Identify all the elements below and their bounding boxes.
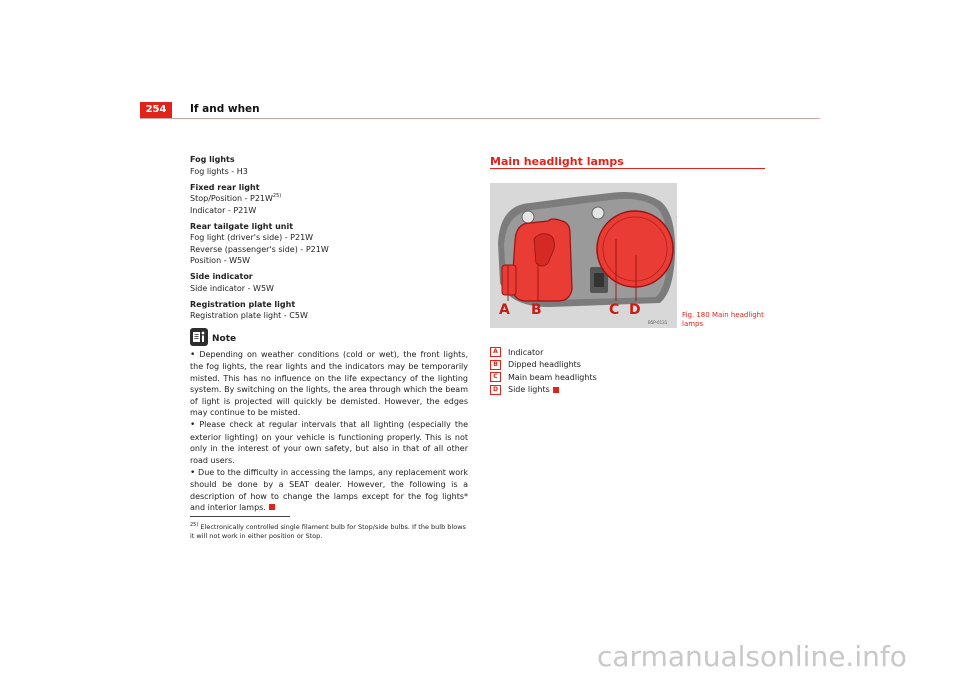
legend	[490, 346, 597, 396]
section-line: Reverse (passenger's side) - P21W	[190, 244, 329, 254]
footnote	[190, 521, 470, 541]
note-title: Note	[212, 334, 237, 344]
page-number: 254	[140, 102, 172, 118]
end-of-section-marker	[553, 387, 559, 393]
section-heading: Fixed rear light	[190, 182, 260, 192]
footnote-number: 25)	[190, 522, 199, 528]
figure-code: B5P-0131	[648, 320, 668, 325]
section-heading: Rear tailgate light unit	[190, 221, 294, 231]
note-bullet	[190, 349, 468, 419]
note-bullet	[190, 467, 468, 514]
legend-label: Main beam headlights	[508, 372, 597, 382]
section-title: Main headlight lamps	[490, 155, 624, 168]
section-heading: Fog lights	[190, 155, 235, 164]
legend-row	[490, 384, 597, 397]
end-of-section-marker	[269, 504, 275, 510]
footnote-text: Electronically controlled single filament bulb for Stop/side bulbs. If the bulb blows it will not work in either position or Stop.	[190, 523, 466, 540]
section-heading: Registration plate light	[190, 299, 296, 309]
headlight-illustration	[490, 183, 677, 328]
section-line: Registration plate light - C5W	[190, 311, 308, 320]
watermark: carmanualsonline.info	[597, 640, 907, 673]
section-line: Indicator - P21W	[190, 205, 257, 215]
section-line: Fog lights - H3	[190, 166, 248, 176]
callout-b: B	[531, 302, 542, 318]
legend-key-badge: B	[490, 360, 501, 370]
section-fixed-rear-light	[190, 182, 468, 217]
bullet-text: Please check at regular intervals that all lighting (especially the exterior lighting) on your vehicle is functioning properly. This is not only in the interest of your own safety, but also in that of all other road users.	[190, 420, 469, 465]
legend-key-badge: D	[490, 385, 501, 395]
section-title-rule	[490, 168, 765, 169]
note-icon	[190, 328, 208, 346]
legend-label: Side lights	[508, 385, 550, 395]
left-column	[190, 154, 468, 514]
section-line	[190, 193, 468, 205]
legend-key-badge: A	[490, 347, 501, 357]
figure-caption: Fig. 180 Main headlight lamps	[682, 311, 764, 328]
note-bullet	[190, 419, 468, 466]
legend-key-badge: C	[490, 372, 501, 382]
section-line: Position - W5W	[190, 256, 251, 265]
header-rule	[140, 118, 820, 119]
legend-label: Indicator	[508, 347, 544, 357]
section-rear-tailgate	[190, 221, 468, 267]
legend-row	[490, 359, 597, 372]
section-heading: Side indicator	[190, 272, 253, 281]
bullet-dot: •	[190, 349, 196, 360]
legend-label: Dipped headlights	[508, 360, 581, 370]
section-registration-plate	[190, 299, 468, 322]
bullet-dot: •	[190, 467, 196, 478]
note-header	[190, 328, 468, 346]
line-text: Stop/Position - P21W	[190, 194, 273, 203]
callout-c: C	[609, 302, 620, 318]
callout-d: D	[629, 302, 641, 318]
headlight-figure	[490, 183, 677, 328]
section-line: Side indicator - W5W	[190, 283, 274, 293]
footnote-ref[interactable]: 25)	[272, 193, 282, 199]
bullet-text: Due to the difficulty in accessing the lamps, any replacement work should be done by a SEAT dealer. However, the following is a description of how to change the lamps except for the fog lights* and interior lamps.	[190, 467, 469, 512]
callout-a: A	[499, 302, 510, 318]
section-fog-lights	[190, 154, 468, 177]
footnote-rule	[190, 516, 290, 517]
section-line: Fog light (driver's side) - P21W	[190, 233, 314, 242]
section-side-indicator	[190, 271, 468, 294]
legend-row	[490, 371, 597, 384]
legend-row	[490, 346, 597, 359]
running-title: If and when	[190, 103, 260, 115]
bullet-text: Depending on weather conditions (cold or wet), the front lights, the fog lights, the rear lights and the indicators may be temporarily misted. This has no influence on the life expectancy of the lighting system. By switching on the lights, the area through which the beam of light is projected will quickly be demisted. However, the edges may continue to be misted.	[190, 349, 468, 417]
bullet-dot: •	[190, 420, 196, 430]
